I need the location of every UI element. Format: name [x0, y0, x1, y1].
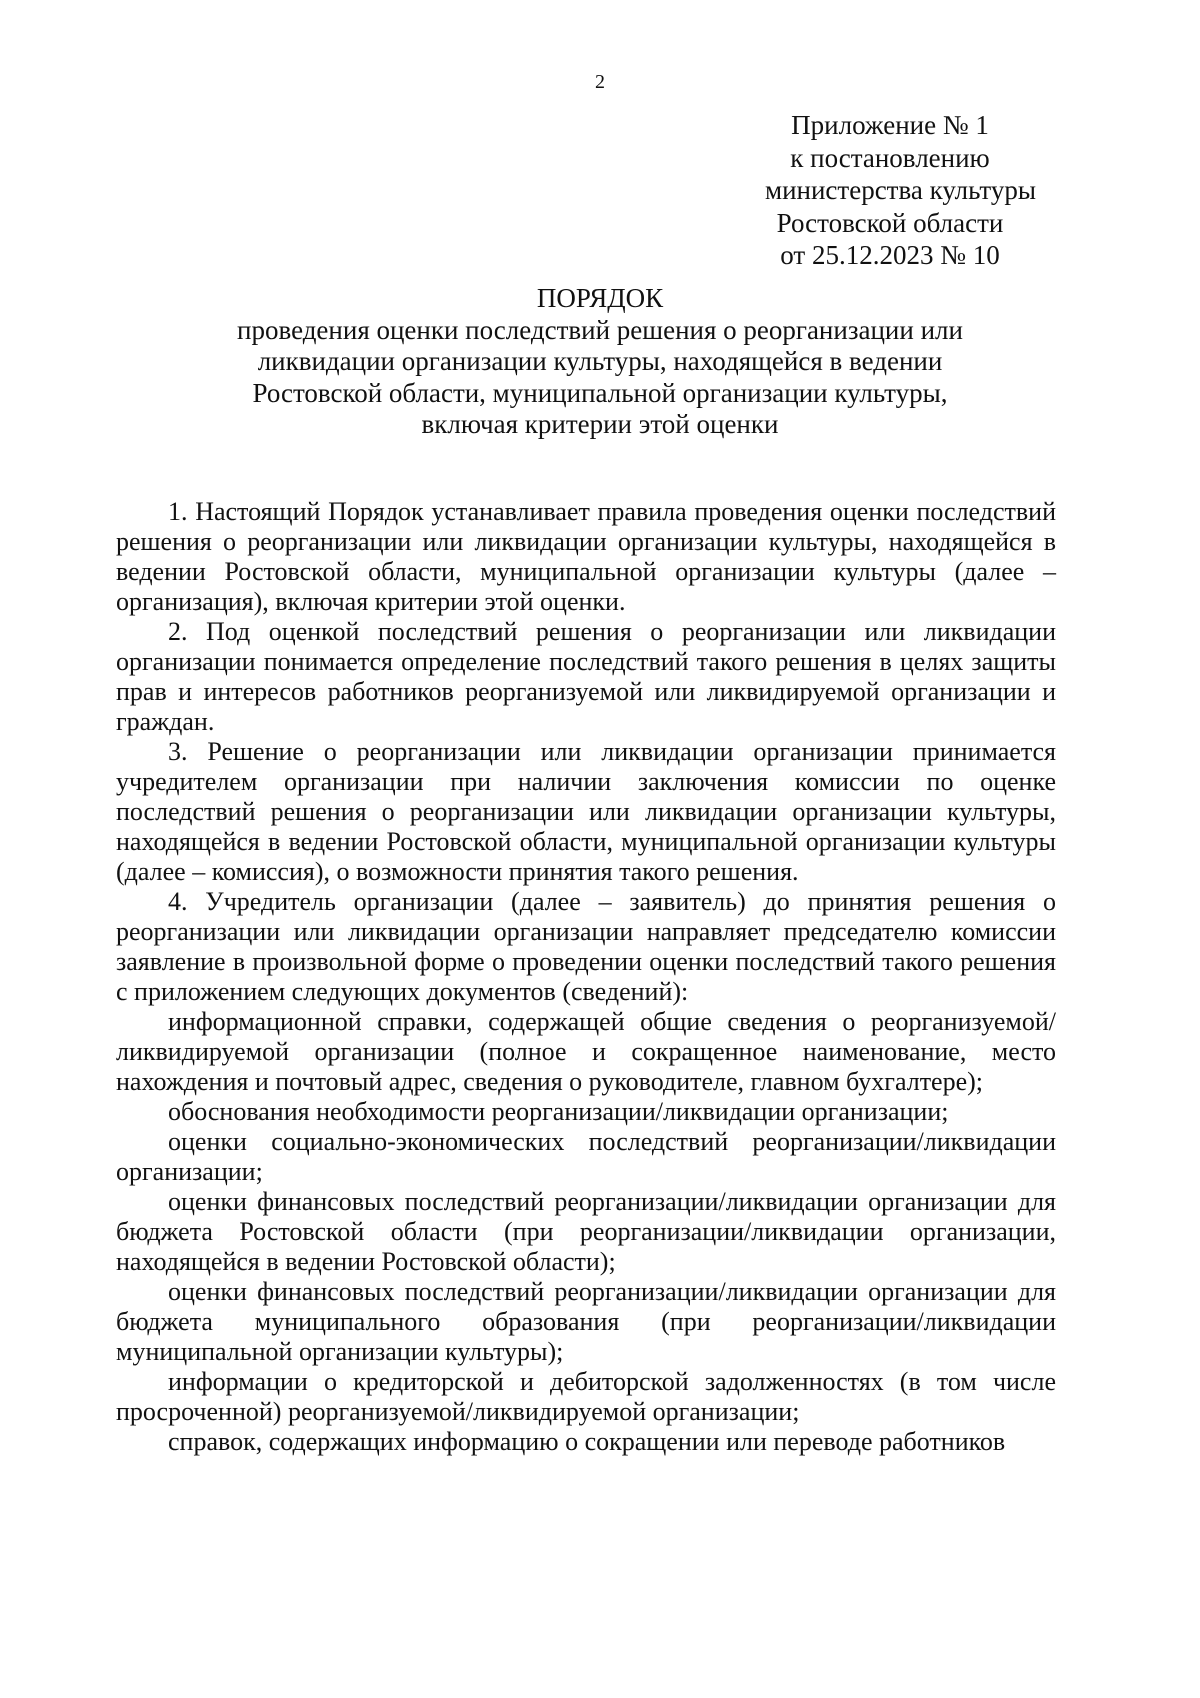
paragraph: 1. Настоящий Порядок устанавливает правила проведения оценки последствий решения о реорганизации или ликвидации организации культуры, находящейся в ведении Ростовской области, муниципальной организации культуры (далее – организация), включая критерии этой оценки.	[116, 497, 1056, 616]
document-title	[160, 283, 1040, 441]
title-heading: ПОРЯДОК	[536, 283, 664, 313]
appendix-line: к постановлению	[790, 142, 990, 173]
list-paragraph: оценки финансовых последствий реорганизации/ликвидации организации для бюджета муниципального образования (при реорганизации/ликвидации муниципальной организации культуры);	[116, 1277, 1056, 1366]
list-paragraph: справок, содержащих информацию о сокращении или переводе работников	[168, 1427, 1006, 1456]
list-paragraph: информации о кредиторской и дебиторской задолженностях (в том числе просроченной) реорганизуемой/ликвидируемой организации;	[116, 1367, 1056, 1426]
appendix-line: Приложение № 1	[791, 110, 989, 140]
title-subtitle-line: включая критерии этой оценки	[421, 409, 779, 439]
title-subtitle-line: проведения оценки последствий решения о реорганизации или	[237, 314, 963, 345]
document-body	[116, 497, 1056, 1457]
appendix-line: от 25.12.2023 № 10	[780, 240, 1000, 270]
appendix-line: министерства культуры	[765, 175, 1037, 205]
appendix-line: Ростовской области	[776, 207, 1004, 238]
appendix-header	[765, 109, 1037, 272]
list-paragraph: информационной справки, содержащей общие сведения о реорганизуемой/ликвидируемой организации (полное и сокращенное наименование, место нахождения и почтовый адрес, сведения о руководителе, главном бухгалтере);	[116, 1007, 1056, 1096]
paragraph: 2. Под оценкой последствий решения о реорганизации или ликвидации организации понимается определение последствий такого решения в целях защиты прав и интересов работников реорганизуемой или ликвидируемой организации и граждан.	[116, 617, 1056, 736]
list-paragraph: оценки финансовых последствий реорганизации/ликвидации организации для бюджета Ростовской области (при реорганизации/ликвидации организации, находящейся в ведении Ростовской области);	[116, 1187, 1056, 1276]
list-paragraph: оценки социально-экономических последствий реорганизации/ликвидации организации;	[116, 1127, 1056, 1186]
paragraph: 3. Решение о реорганизации или ликвидации организации принимается учредителем организации при наличии заключения комиссии по оценке последствий решения о реорганизации или ликвидации организации культуры, находящейся в ведении Ростовской области, муниципальной организации культуры (далее – комиссия), о возможности принятия такого решения.	[116, 737, 1056, 886]
list-paragraph: обоснования необходимости реорганизации/ликвидации организации;	[168, 1097, 949, 1126]
title-subtitle-line: Ростовской области, муниципальной организации культуры,	[252, 377, 948, 408]
page-number: 2	[595, 71, 605, 93]
title-subtitle-line: ликвидации организации культуры, находящейся в ведении	[257, 346, 943, 376]
paragraph: 4. Учредитель организации (далее – заявитель) до принятия решения о реорганизации или ликвидации организации направляет председателю комиссии заявление в произвольной форме о проведении оценки последствий такого решения с приложением следующих документов (сведений):	[116, 887, 1056, 1006]
